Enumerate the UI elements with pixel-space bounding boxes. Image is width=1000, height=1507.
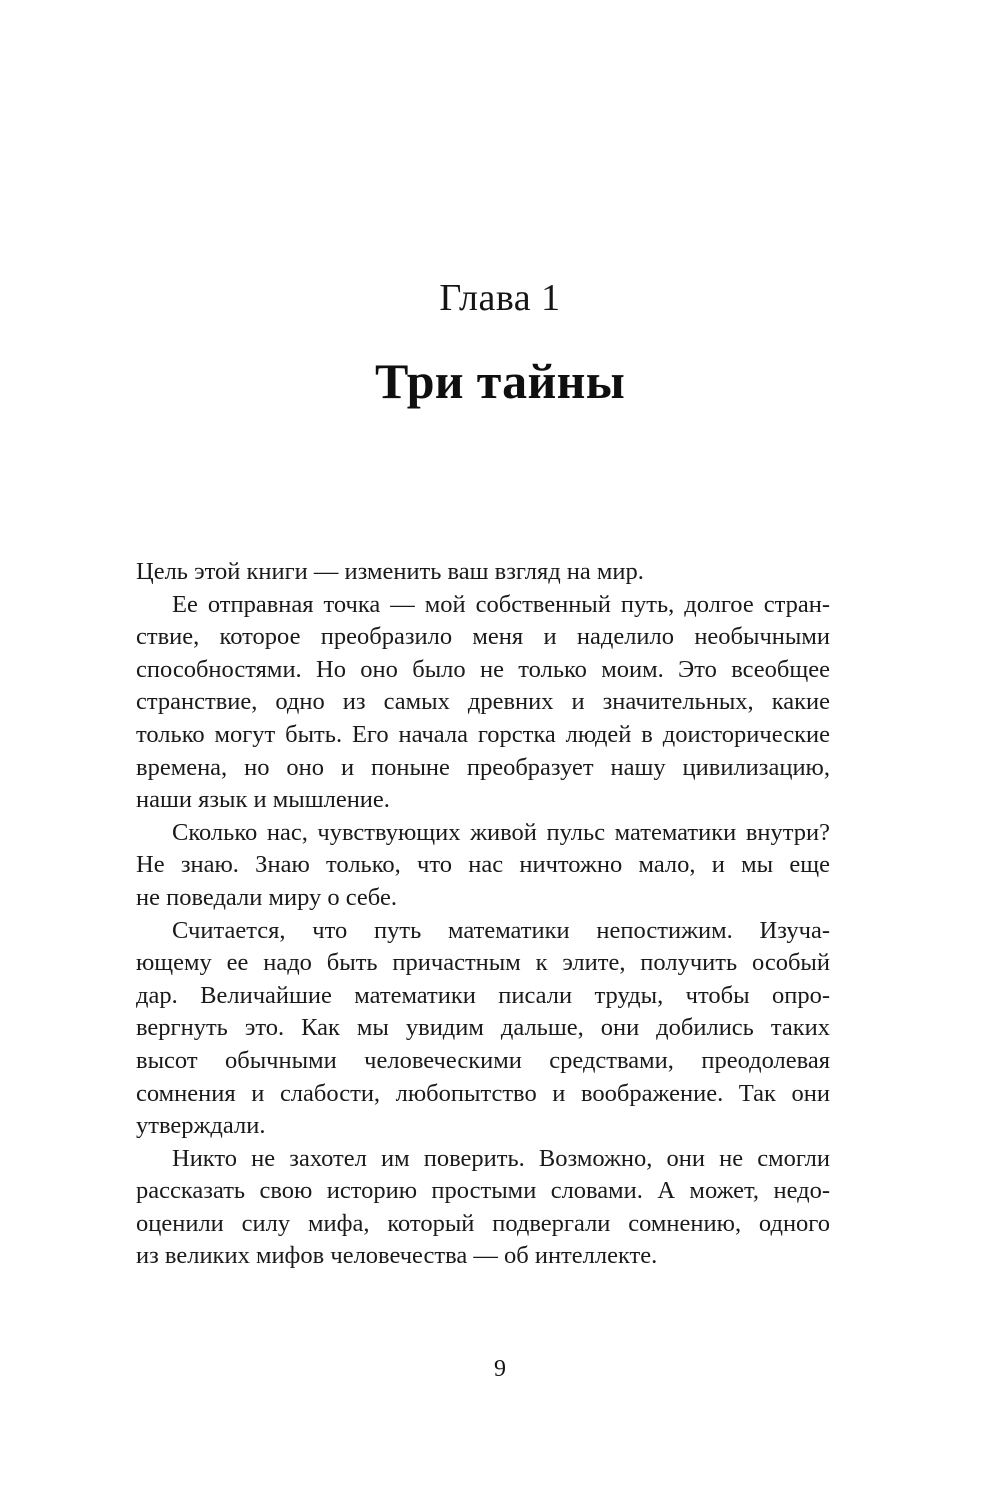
text-line: ющему ее надо быть причастным к элите, получить особый xyxy=(136,949,830,977)
text-line: Не знаю. Знаю только, что нас ничтожно мало, и мы еще xyxy=(136,851,830,879)
text-line: оценили силу мифа, который подвергали сомнению, одного xyxy=(136,1209,830,1237)
text-line: Ее отправная точка — мой собственный путь, долгое стран- xyxy=(172,590,830,618)
text-line: утверждали. xyxy=(136,1112,266,1140)
text-line: Сколько нас, чувствующих живой пульс математики внутри? xyxy=(172,818,830,846)
text-line: Цель этой книги — изменить ваш взгляд на мир. xyxy=(136,558,644,585)
text-line: Никто не захотел им поверить. Возможно, они не смогли xyxy=(172,1144,830,1172)
body-text xyxy=(136,556,830,1273)
text-line: не поведали миру о себе. xyxy=(136,883,397,911)
chapter-label: Глава 1 xyxy=(439,277,561,319)
text-line: Считается, что путь математики непостижим. Изуча- xyxy=(172,916,830,944)
text-line: сомнения и слабости, любопытство и воображение. Так они xyxy=(136,1079,830,1107)
text-line: времена, но оно и поныне преобразует нашу цивилизацию, xyxy=(136,753,830,781)
text-line: из великих мифов человечества — об интеллекте. xyxy=(136,1242,658,1270)
text-line: высот обычными человеческими средствами, преодолевая xyxy=(136,1046,830,1074)
text-line: способностями. Но оно было не только моим. Это всеобщее xyxy=(136,655,830,683)
text-line: только могут быть. Его начала горстка людей в доисторические xyxy=(136,720,830,748)
chapter-title: Три тайны xyxy=(374,353,626,409)
text-line: ствие, которое преобразило меня и наделило необычными xyxy=(136,623,830,651)
text-line: наши язык и мышление. xyxy=(136,786,390,814)
text-line: рассказать свою историю простыми словами. А может, недо- xyxy=(136,1177,830,1205)
page-number: 9 xyxy=(494,1356,506,1382)
text-line: дар. Величайшие математики писали труды, чтобы опро- xyxy=(136,981,830,1009)
text-line: странствие, одно из самых древних и значительных, какие xyxy=(136,688,830,716)
text-line: вергнуть это. Как мы увидим дальше, они добились таких xyxy=(136,1014,830,1042)
